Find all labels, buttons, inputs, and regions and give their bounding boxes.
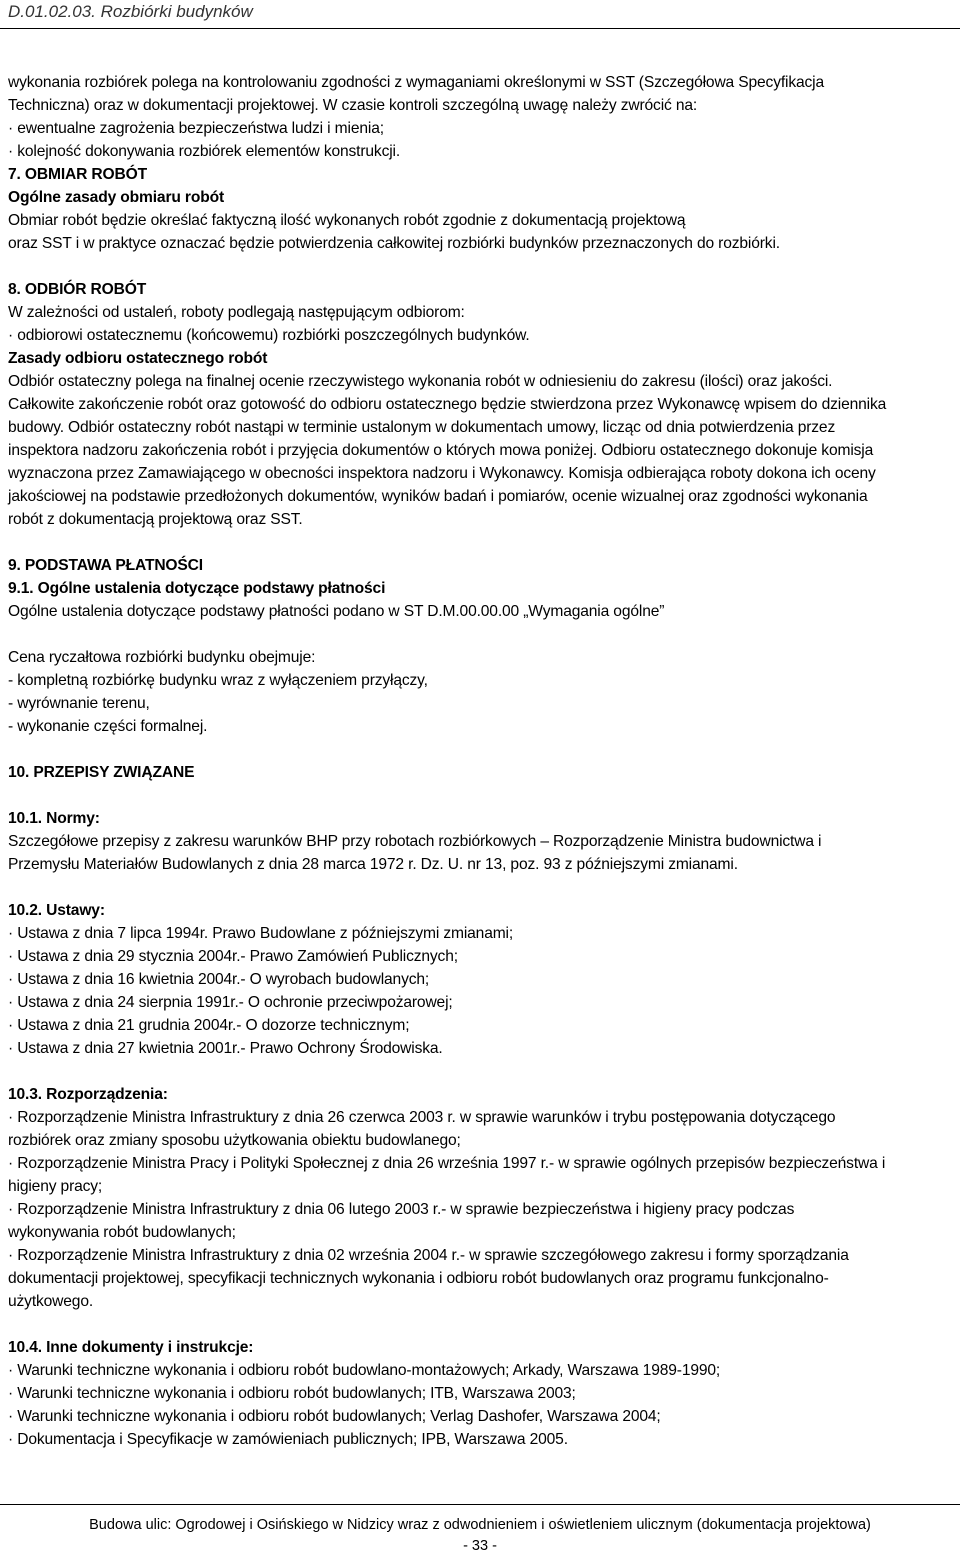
document-body — [8, 71, 954, 1451]
paragraph-gap — [8, 623, 954, 646]
text-line: · Warunki techniczne wykonania i odbioru robót budowlanych; ITB, Warszawa 2003; — [8, 1385, 576, 1402]
section-heading: 10.4. Inne dokumenty i instrukcje: — [8, 1339, 254, 1356]
section-heading: 9. PODSTAWA PŁATNOŚCI — [8, 557, 203, 574]
text-line: · Dokumentacja i Specyfikacje w zamówieniach publicznych; IPB, Warszawa 2005. — [8, 1431, 568, 1448]
section-heading: 10.3. Rozporządzenia: — [8, 1086, 168, 1103]
text-line: budowy. Odbiór ostateczny robót nastąpi w terminie ustalonym w dokumentach umowy, licząc od dnia potwierdzenia przez — [8, 419, 836, 436]
text-line: wykonywania robót budowlanych; — [8, 1224, 236, 1241]
section-heading: 10.2. Ustawy: — [8, 902, 105, 919]
paragraph-gap — [8, 531, 954, 554]
paragraph-gap — [8, 1313, 954, 1336]
text-line: · Ustawa z dnia 7 lipca 1994r. Prawo Budowlane z późniejszymi zmianami; — [8, 925, 514, 942]
paragraph-gap — [8, 255, 954, 278]
text-line: użytkowego. — [8, 1293, 94, 1310]
paragraph-gap — [8, 1060, 954, 1083]
text-line: wyznaczona przez Zamawiającego w obecności inspektora nadzoru i Wykonawcy. Komisja odbierająca roboty dokona ich oceny — [8, 465, 876, 482]
text-line: Obmiar robót będzie określać faktyczną ilość wykonanych robót zgodnie z dokumentacją projektową — [8, 212, 686, 229]
section-heading: 7. OBMIAR ROBÓT — [8, 166, 147, 183]
paragraph-gap — [8, 784, 954, 807]
text-line: Całkowite zakończenie robót oraz gotowość do odbioru ostatecznego będzie stwierdzona przez Wykonawcę wpisem do dziennika — [8, 396, 887, 413]
section-heading: 10. PRZEPISY ZWIĄZANE — [8, 764, 195, 781]
text-line: · Rozporządzenie Ministra Infrastruktury z dnia 26 czerwca 2003 r. w sprawie warunków i trybu postępowania dotyczącego — [8, 1109, 836, 1126]
text-line: higieny pracy; — [8, 1178, 103, 1195]
text-line: · odbiorowi ostatecznemu (końcowemu) rozbiórki poszczególnych budynków. — [8, 327, 530, 344]
text-line: Techniczna) oraz w dokumentacji projektowej. W czasie kontroli szczególną uwagę należy zwrócić na: — [8, 97, 698, 114]
text-line: - kompletną rozbiórkę budynku wraz z wyłączeniem przyłączy, — [8, 672, 428, 689]
text-line: · Ustawa z dnia 21 grudnia 2004r.- O dozorze technicznym; — [8, 1017, 410, 1034]
paragraph-gap — [8, 738, 954, 761]
text-line: Odbiór ostateczny polega na finalnej ocenie rzeczywistego wykonania robót w odniesieniu do zakresu (ilości) oraz jakości. — [8, 373, 833, 390]
text-line: · Ustawa z dnia 29 stycznia 2004r.- Prawo Zamówień Publicznych; — [8, 948, 458, 965]
text-line: - wykonanie części formalnej. — [8, 718, 208, 735]
page-number: - 33 - — [463, 1538, 497, 1554]
text-line: · Warunki techniczne wykonania i odbioru robót budowlanych; Verlag Dashofer, Warszawa 2004; — [8, 1408, 661, 1425]
running-footer: Budowa ulic: Ogrodowej i Osińskiego w Nidzicy wraz z odwodnieniem i oświetleniem ulicznym (dokumentacja projektowa) — [89, 1517, 871, 1533]
section-heading: 8. ODBIÓR ROBÓT — [8, 281, 147, 298]
text-line: · Warunki techniczne wykonania i odbioru robót budowlano-montażowych; Arkady, Warszawa 1989-1990; — [8, 1362, 721, 1379]
footer-rule — [0, 1504, 960, 1505]
header-rule — [0, 28, 960, 29]
text-line: dokumentacji projektowej, specyfikacji technicznych wykonania i odbioru robót budowlanych oraz programu funkcjonalno- — [8, 1270, 829, 1287]
text-line: Cena ryczałtowa rozbiórki budynku obejmuje: — [8, 649, 316, 666]
text-line: · Rozporządzenie Ministra Infrastruktury z dnia 06 lutego 2003 r.- w sprawie bezpieczeństwa i higieny pracy podczas — [8, 1201, 795, 1218]
text-line: W zależności od ustaleń, roboty podlegają następującym odbiorom: — [8, 304, 465, 321]
text-line: · ewentualne zagrożenia bezpieczeństwa ludzi i mienia; — [8, 120, 384, 137]
text-line: oraz SST i w praktyce oznaczać będzie potwierdzenia całkowitej rozbiórki budynków przeznaczonych do rozbiórki. — [8, 235, 780, 252]
text-line: inspektora nadzoru zakończenia robót i przyjęcia dokumentów o których mowa poniżej. Odbioru ostatecznego dokonuje komisja — [8, 442, 874, 459]
text-line: - wyrównanie terenu, — [8, 695, 150, 712]
section-heading: 10.1. Normy: — [8, 810, 100, 827]
section-heading: Zasady odbioru ostatecznego robót — [8, 350, 268, 367]
text-line: robót z dokumentacją projektową oraz SST. — [8, 511, 303, 528]
text-line: · kolejność dokonywania rozbiórek elementów konstrukcji. — [8, 143, 401, 160]
text-line: · Ustawa z dnia 27 kwietnia 2001r.- Prawo Ochrony Środowiska. — [8, 1040, 443, 1057]
section-heading: Ogólne zasady obmiaru robót — [8, 189, 225, 206]
text-line: Przemysłu Materiałów Budowlanych z dnia 28 marca 1972 r. Dz. U. nr 13, poz. 93 z późniejszymi zmianami. — [8, 856, 738, 873]
text-line: rozbiórek oraz zmiany sposobu użytkowania obiektu budowlanego; — [8, 1132, 461, 1149]
text-line: · Ustawa z dnia 16 kwietnia 2004r.- O wyrobach budowlanych; — [8, 971, 430, 988]
paragraph-gap — [8, 876, 954, 899]
text-line: Szczegółowe przepisy z zakresu warunków BHP przy robotach rozbiórkowych – Rozporządzenie Ministra budownictwa i — [8, 833, 822, 850]
text-line: jakościowej na podstawie przedłożonych dokumentów, wyników badań i pomiarów, ocenie wizualnej oraz zgodności wykonania — [8, 488, 868, 505]
text-line: Ogólne ustalenia dotyczące podstawy płatności podano w ST D.M.00.00.00 „Wymagania ogólne” — [8, 603, 665, 620]
section-heading: 9.1. Ogólne ustalenia dotyczące podstawy płatności — [8, 580, 386, 597]
text-line: wykonania rozbiórek polega na kontrolowaniu zgodności z wymaganiami określonymi w SST (Szczegółowa Specyfikacja — [8, 74, 825, 91]
running-header: D.01.02.03. Rozbiórki budynków — [8, 2, 253, 21]
text-line: · Rozporządzenie Ministra Infrastruktury z dnia 02 września 2004 r.- w sprawie szczegółowego zakresu i formy sporządzania — [8, 1247, 849, 1264]
text-line: · Rozporządzenie Ministra Pracy i Polityki Społecznej z dnia 26 września 1997 r.- w sprawie ogólnych przepisów bezpieczeństwa i — [8, 1155, 886, 1172]
text-line: · Ustawa z dnia 24 sierpnia 1991r.- O ochronie przeciwpożarowej; — [8, 994, 453, 1011]
